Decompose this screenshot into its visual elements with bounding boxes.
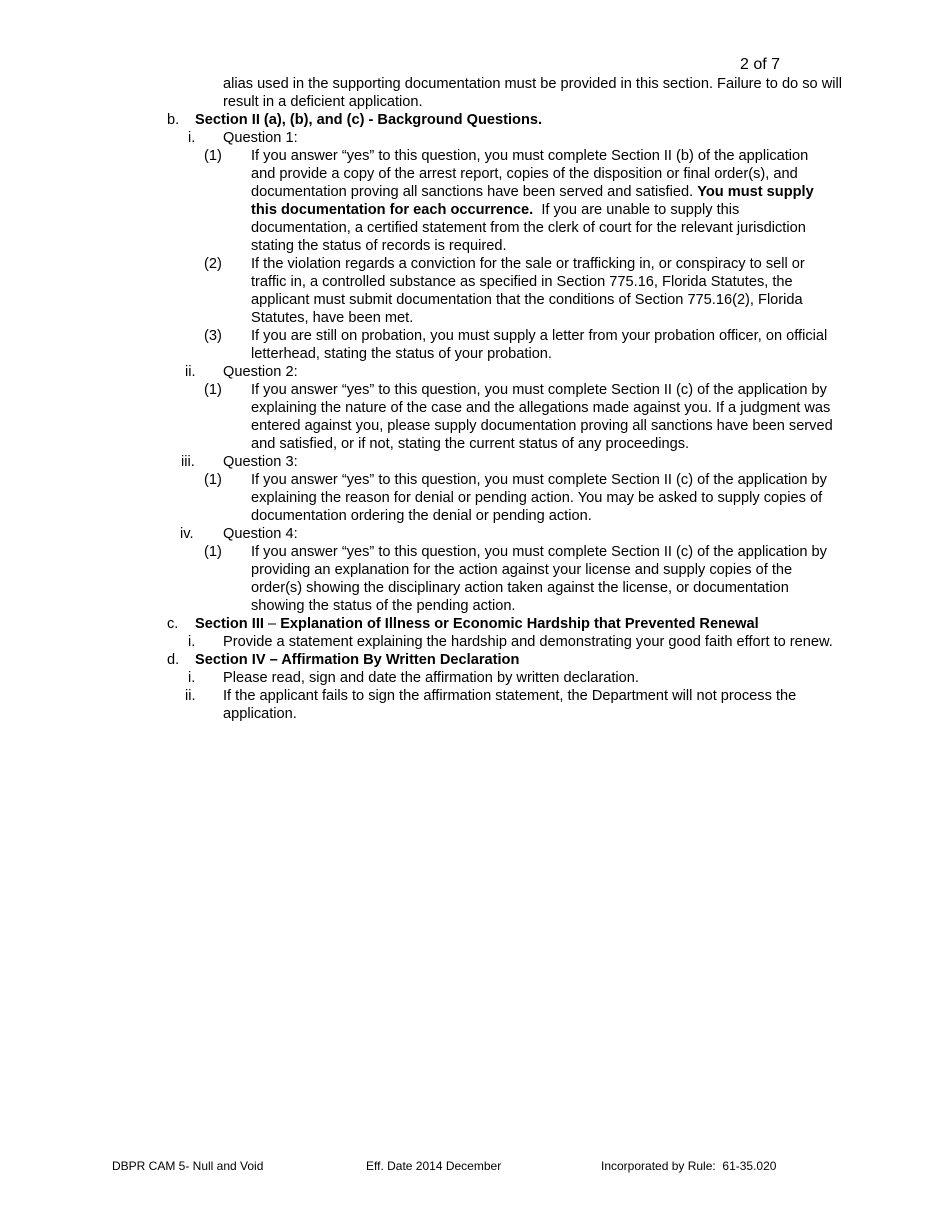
section-d-item-1-marker: i.	[188, 670, 196, 686]
section-d-item-2-marker: ii.	[185, 688, 196, 704]
intro-text: alias used in the supporting documentation must be provided in this section. Failure to do so will result in a deficient application.	[223, 76, 842, 110]
q1-item-2	[204, 255, 836, 327]
question-3-row	[0, 453, 950, 471]
section-d-item-2	[185, 687, 843, 723]
section-c-heading	[195, 615, 759, 633]
q1-item-1-text-b: If you are unable to supply this documentation, a certified statement from the clerk of court for the relevant jurisdiction stating the status of records is required.	[251, 202, 806, 254]
question-3-label: Question 3:	[223, 454, 298, 470]
question-1-marker: i.	[188, 130, 196, 146]
q1-item-3	[204, 327, 836, 363]
section-b-marker: b.	[167, 112, 180, 128]
section-c-marker: c.	[167, 616, 179, 632]
intro-paragraph	[223, 75, 843, 111]
q3-item-1	[204, 471, 836, 525]
section-d-item-1-text: Please read, sign and date the affirmation by written declaration.	[223, 670, 639, 686]
q1-item-1-marker: (1)	[204, 148, 222, 164]
question-2-row	[0, 363, 950, 381]
q1-item-3-marker: (3)	[204, 328, 222, 344]
question-3-marker: iii.	[181, 454, 195, 470]
footer-form-name: DBPR CAM 5- Null and Void	[112, 1159, 264, 1173]
section-c-heading-dash: –	[268, 616, 277, 632]
section-b-heading-row	[0, 111, 950, 129]
q2-item-1	[204, 381, 836, 453]
q1-item-2-text: If the violation regards a conviction for the sale or trafficking in, or conspiracy to sell or traffic in, a controlled substance as specified in Section 775.16, Florida Statutes, the applicant must submit documentation that the conditions of Section 775.16(2), Florida Statutes, have been met.	[251, 256, 805, 326]
page-number: 2 of 7	[740, 56, 781, 73]
section-d-item-2-text: If the applicant fails to sign the affirmation statement, the Department will not process the application.	[223, 688, 797, 722]
section-c-heading-row	[0, 615, 950, 633]
q4-item-1	[204, 543, 841, 615]
section-d-heading-row	[0, 651, 950, 669]
q3-item-1-marker: (1)	[204, 472, 222, 488]
section-c-item-1-marker: i.	[188, 634, 196, 650]
section-b-heading: Section II (a), (b), and (c) - Background Questions.	[195, 112, 543, 128]
section-d-heading: Section IV – Affirmation By Written Declaration	[195, 652, 520, 668]
question-4-row	[0, 525, 950, 543]
section-c-heading-part2: Explanation of Illness or Economic Hardship that Prevented Renewal	[280, 616, 759, 632]
q3-item-1-text: If you answer “yes” to this question, you must complete Section II (c) of the application by explaining the reason for denial or pending action. You may be asked to supply copies of documentation ordering the denial or pending action.	[251, 472, 827, 524]
section-d-marker: d.	[167, 652, 180, 668]
q1-item-3-text: If you are still on probation, you must supply a letter from your probation officer, on official letterhead, stating the status of your probation.	[251, 328, 828, 362]
q1-item-1-text-a: If you answer “yes” to this question, you must complete Section II (b) of the application and provide a copy of the arrest report, copies of the disposition or final order(s), and documentation proving all sanctions have been served and satisfied.	[251, 148, 809, 200]
question-4-marker: iv.	[180, 526, 194, 542]
q2-item-1-text: If you answer “yes” to this question, you must complete Section II (c) of the application by explaining the nature of the case and the allegations made against you. If a judgment was entered against you, please supply documentation proving all sanctions have been served and satisfied, or if not, stating the current status of any proceedings.	[251, 382, 833, 452]
section-d-item-1	[188, 669, 843, 687]
section-c-heading-part1: Section III	[195, 616, 264, 632]
q4-item-1-text: If you answer “yes” to this question, you must complete Section II (c) of the application by providing an explanation for the action against your license and supply copies of the order(s) showing the disciplinary action taken against the license, or documentation showing the status of the pending action.	[251, 544, 827, 614]
q4-item-1-marker: (1)	[204, 544, 222, 560]
section-c-item-1	[188, 633, 833, 651]
document-body	[0, 75, 950, 723]
question-2-marker: ii.	[185, 364, 196, 380]
question-1-row	[0, 129, 950, 147]
section-c-item-1-text: Provide a statement explaining the hardship and demonstrating your good faith effort to renew.	[223, 634, 833, 650]
q1-item-2-marker: (2)	[204, 256, 222, 272]
q2-item-1-marker: (1)	[204, 382, 222, 398]
question-1-label: Question 1:	[223, 130, 298, 146]
q1-item-1	[204, 147, 836, 255]
q1-item-1-text-bold: You must supply this documentation for each occurrence.	[251, 184, 814, 218]
footer-eff-date: Eff. Date 2014 December	[366, 1159, 502, 1173]
footer-rule: Incorporated by Rule: 61-35.020	[601, 1159, 777, 1173]
question-4-label: Question 4:	[223, 526, 298, 542]
question-2-label: Question 2:	[223, 364, 298, 380]
